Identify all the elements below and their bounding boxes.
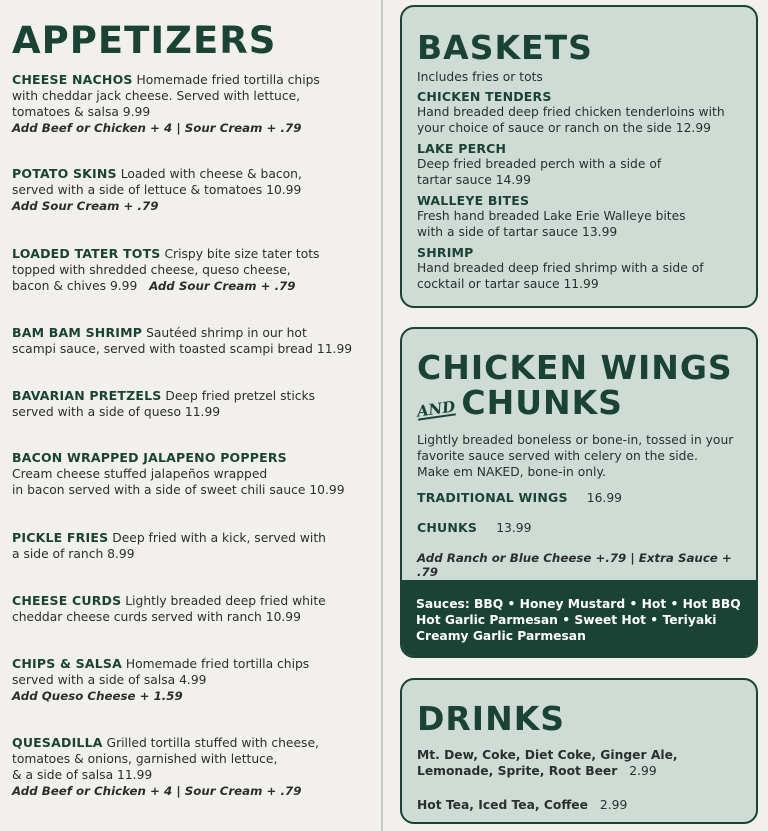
menu-item-chips-salsa — [12, 656, 377, 704]
drinks-line: Mt. Dew, Coke, Diet Coke, Ginger Ale, — [417, 748, 678, 762]
item-desc: served with a side of salsa 4.99 — [12, 673, 207, 687]
menu-item-potato-skins — [12, 166, 377, 214]
item-name: BAVARIAN PRETZELS — [12, 388, 162, 403]
basket-item-walleye-bites — [417, 193, 752, 240]
menu-item-cheese-curds — [12, 593, 377, 625]
item-desc: Deep fried breaded perch with a side of — [417, 157, 662, 171]
item-name: QUESADILLA — [12, 735, 103, 750]
item-desc: tomatoes & onions, garnished with lettuce, — [12, 752, 278, 766]
item-desc: your choice of sauce or ranch on the side 12.99 — [417, 121, 711, 135]
item-desc: cocktail or tartar sauce 11.99 — [417, 277, 599, 291]
item-addon: Add Sour Cream + .79 — [12, 199, 159, 213]
item-name: CHIPS & SALSA — [12, 656, 122, 671]
item-desc: Homemade fried tortilla chips — [125, 657, 310, 671]
item-desc: topped with shredded cheese, queso cheese, — [12, 263, 291, 277]
item-desc: in bacon served with a side of sweet chili sauce 10.99 — [12, 483, 345, 497]
drinks-line-with-price — [417, 797, 752, 813]
item-name: BAM BAM SHRIMP — [12, 325, 143, 340]
item-addon: Add Queso Cheese + 1.59 — [12, 689, 183, 703]
wings-desc-line: favorite sauce served with celery on the side. — [417, 449, 698, 463]
item-name: SHRIMP — [417, 245, 474, 260]
baskets-panel — [400, 5, 758, 308]
item-desc: & a side of salsa 11.99 — [12, 768, 153, 782]
appetizers-title: APPETIZERS — [12, 19, 277, 62]
item-addon: Add Beef or Chicken + 4 | Sour Cream + .79 — [12, 121, 302, 135]
item-name: POTATO SKINS — [12, 166, 117, 181]
item-desc: scampi sauce, served with toasted scampi bread 11.99 — [12, 342, 353, 356]
drinks-line-with-price — [417, 763, 752, 779]
basket-list — [417, 89, 752, 292]
drinks-line: Hot Tea, Iced Tea, Coffee — [417, 798, 588, 812]
item-desc: tartar sauce 14.99 — [417, 173, 531, 187]
item-desc: Loaded with cheese & bacon, — [120, 167, 302, 181]
sauces-box — [402, 580, 756, 656]
wings-title-line2 — [415, 383, 752, 422]
item-desc: Lightly breaded deep fried white — [125, 594, 326, 608]
item-name: LOADED TATER TOTS — [12, 246, 161, 261]
menu-item-cheese-nachos — [12, 72, 377, 136]
menu-item-bacon-wrapped-jalapeno-poppers — [12, 450, 377, 498]
item-price: 2.99 — [599, 798, 628, 812]
item-desc: cheddar cheese curds served with ranch 10.99 — [12, 610, 301, 624]
item-desc: Deep fried pretzel sticks — [165, 389, 316, 403]
baskets-title: BASKETS — [417, 28, 593, 67]
item-desc: Deep fried with a kick, served with — [112, 531, 326, 545]
sauces-line: Hot Garlic Parmesan • Sweet Hot • Teriyaki — [416, 613, 717, 627]
item-name: BACON WRAPPED JALAPENO POPPERS — [12, 450, 287, 465]
wings-addon: Add Ranch or Blue Cheese +.79 | Extra Sauce + .79 — [417, 551, 732, 579]
menu-item-pickle-fries — [12, 530, 377, 562]
item-name: CHEESE CURDS — [12, 593, 122, 608]
item-desc: Crispy bite size tater tots — [164, 247, 320, 261]
wings-desc-line: Lightly breaded boneless or bone-in, tossed in your — [417, 433, 734, 447]
item-desc: tomatoes & salsa 9.99 — [12, 105, 151, 119]
menu-item-bavarian-pretzels — [12, 388, 377, 420]
wings-desc — [417, 432, 752, 480]
item-price: 13.99 — [496, 521, 532, 535]
item-price: 2.99 — [629, 764, 657, 778]
item-desc: Fresh hand breaded Lake Erie Walleye bites — [417, 209, 686, 223]
menu-item-quesadilla — [12, 735, 377, 799]
item-desc: served with a side of queso 11.99 — [12, 405, 221, 419]
sauces-line: Sauces: BBQ • Honey Mustard • Hot • Hot BBQ — [416, 597, 741, 611]
drinks-line: Lemonade, Sprite, Root Beer — [417, 764, 618, 778]
drinks-title: DRINKS — [417, 699, 566, 738]
item-desc: Grilled tortilla stuffed with cheese, — [106, 736, 319, 750]
baskets-subtitle: Includes fries or tots — [417, 70, 543, 84]
item-desc: bacon & chives 9.99 — [12, 279, 138, 293]
item-name: CHUNKS — [417, 520, 478, 535]
item-desc: Hand breaded deep fried chicken tenderloins with — [417, 105, 725, 119]
column-divider — [381, 0, 383, 831]
item-desc: with a side of tartar sauce 13.99 — [417, 225, 618, 239]
menu-item-bam-bam-shrimp — [12, 325, 377, 357]
wings-desc-line: Make em NAKED, bone-in only. — [417, 465, 606, 479]
menu-item-loaded-tater-tots — [12, 246, 377, 294]
item-name: LAKE PERCH — [417, 141, 507, 156]
item-desc: Hand breaded deep fried shrimp with a side of — [417, 261, 704, 275]
item-desc: Sautéed shrimp in our hot — [146, 326, 307, 340]
sauces-line: Creamy Garlic Parmesan — [416, 629, 586, 643]
item-desc: Cream cheese stuffed jalapeños wrapped — [12, 467, 268, 481]
item-name: CHEESE NACHOS — [12, 72, 133, 87]
item-price: 16.99 — [586, 491, 622, 505]
item-addon: Add Beef or Chicken + 4 | Sour Cream + .79 — [12, 784, 302, 798]
wings-traditional — [417, 487, 622, 506]
and-script: AND — [415, 397, 457, 421]
item-addon: Add Sour Cream + .79 — [149, 279, 296, 293]
item-desc: served with a side of lettuce & tomatoes 10.99 — [12, 183, 302, 197]
wings-chunks — [417, 517, 531, 536]
appetizers-section — [12, 19, 377, 71]
item-desc: a side of ranch 8.99 — [12, 547, 135, 561]
item-desc: with cheddar jack cheese. Served with lettuce, — [12, 89, 301, 103]
basket-item-shrimp — [417, 245, 752, 292]
wings-panel — [400, 327, 758, 658]
item-desc: Homemade fried tortilla chips — [136, 73, 320, 87]
wings-title: CHICKEN WINGS — [417, 348, 733, 387]
item-name: WALLEYE BITES — [417, 193, 530, 208]
basket-item-chicken-tenders — [417, 89, 752, 136]
drinks-list — [417, 747, 752, 813]
chunks-title: CHUNKS — [461, 383, 623, 422]
drinks-panel — [400, 678, 758, 824]
item-name: PICKLE FRIES — [12, 530, 109, 545]
basket-item-lake-perch — [417, 141, 752, 188]
item-name: CHICKEN TENDERS — [417, 89, 552, 104]
item-name: TRADITIONAL WINGS — [417, 490, 568, 505]
